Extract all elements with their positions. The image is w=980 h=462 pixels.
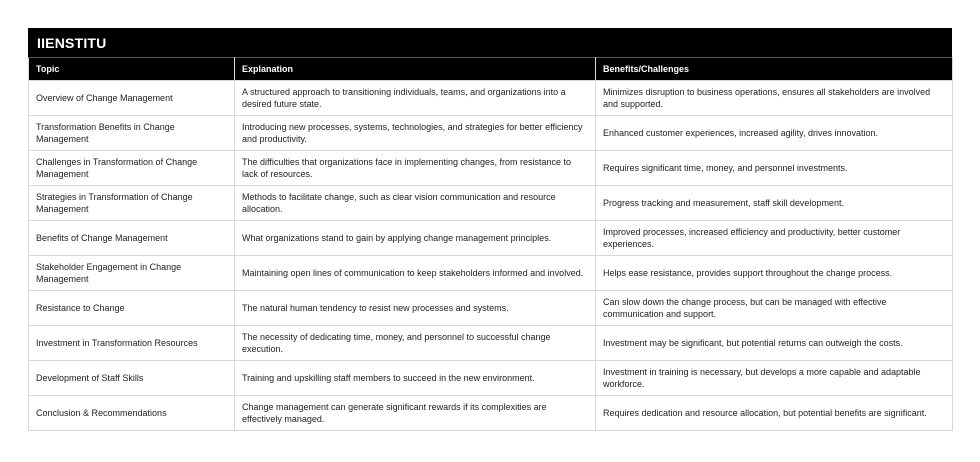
table-body [29,81,953,431]
cell-benefits-challenges: Requires significant time, money, and personnel investments. [596,151,953,186]
cell-topic: Strategies in Transformation of Change Management [29,186,235,221]
table-row [29,221,953,256]
table-container [28,28,952,431]
cell-topic: Resistance to Change [29,291,235,326]
table-row [29,256,953,291]
cell-benefits-challenges: Investment in training is necessary, but develops a more capable and adaptable workforce. [596,361,953,396]
column-header-explanation: Explanation [235,58,596,81]
cell-benefits-challenges: Investment may be significant, but potential returns can outweigh the costs. [596,326,953,361]
cell-topic: Overview of Change Management [29,81,235,116]
column-header-benefits-challenges: Benefits/Challenges [596,58,953,81]
table-row [29,291,953,326]
cell-topic: Transformation Benefits in Change Management [29,116,235,151]
table-row [29,186,953,221]
cell-explanation: The necessity of dedicating time, money, and personnel to successful change execution. [235,326,596,361]
topics-table [28,57,953,431]
cell-benefits-challenges: Minimizes disruption to business operations, ensures all stakeholders are involved and supported. [596,81,953,116]
cell-topic: Investment in Transformation Resources [29,326,235,361]
cell-explanation: Training and upskilling staff members to succeed in the new environment. [235,361,596,396]
table-row [29,116,953,151]
cell-explanation: What organizations stand to gain by applying change management principles. [235,221,596,256]
cell-benefits-challenges: Requires dedication and resource allocation, but potential benefits are significant. [596,396,953,431]
cell-benefits-challenges: Improved processes, increased efficiency and productivity, better customer experiences. [596,221,953,256]
table-row [29,151,953,186]
cell-topic: Development of Staff Skills [29,361,235,396]
table-row [29,326,953,361]
table-row [29,396,953,431]
cell-explanation: Maintaining open lines of communication to keep stakeholders informed and involved. [235,256,596,291]
cell-benefits-challenges: Progress tracking and measurement, staff skill development. [596,186,953,221]
table-row [29,81,953,116]
brand-bar [28,28,952,57]
column-header-topic: Topic [29,58,235,81]
table-header [29,58,953,81]
cell-benefits-challenges: Can slow down the change process, but can be managed with effective communication and support. [596,291,953,326]
cell-topic: Benefits of Change Management [29,221,235,256]
cell-explanation: Methods to facilitate change, such as clear vision communication and resource allocation. [235,186,596,221]
cell-benefits-challenges: Helps ease resistance, provides support throughout the change process. [596,256,953,291]
cell-explanation: The difficulties that organizations face in implementing changes, from resistance to lack of resources. [235,151,596,186]
cell-explanation: Change management can generate significant rewards if its complexities are effectively managed. [235,396,596,431]
cell-explanation: A structured approach to transitioning individuals, teams, and organizations into a desired future state. [235,81,596,116]
cell-topic: Stakeholder Engagement in Change Management [29,256,235,291]
table-row [29,361,953,396]
cell-benefits-challenges: Enhanced customer experiences, increased agility, drives innovation. [596,116,953,151]
cell-topic: Challenges in Transformation of Change Management [29,151,235,186]
cell-explanation: The natural human tendency to resist new processes and systems. [235,291,596,326]
brand-logo-text: IIENSTITU [37,34,107,51]
cell-explanation: Introducing new processes, systems, technologies, and strategies for better efficiency and productivity. [235,116,596,151]
header-row [29,58,953,81]
cell-topic: Conclusion & Recommendations [29,396,235,431]
